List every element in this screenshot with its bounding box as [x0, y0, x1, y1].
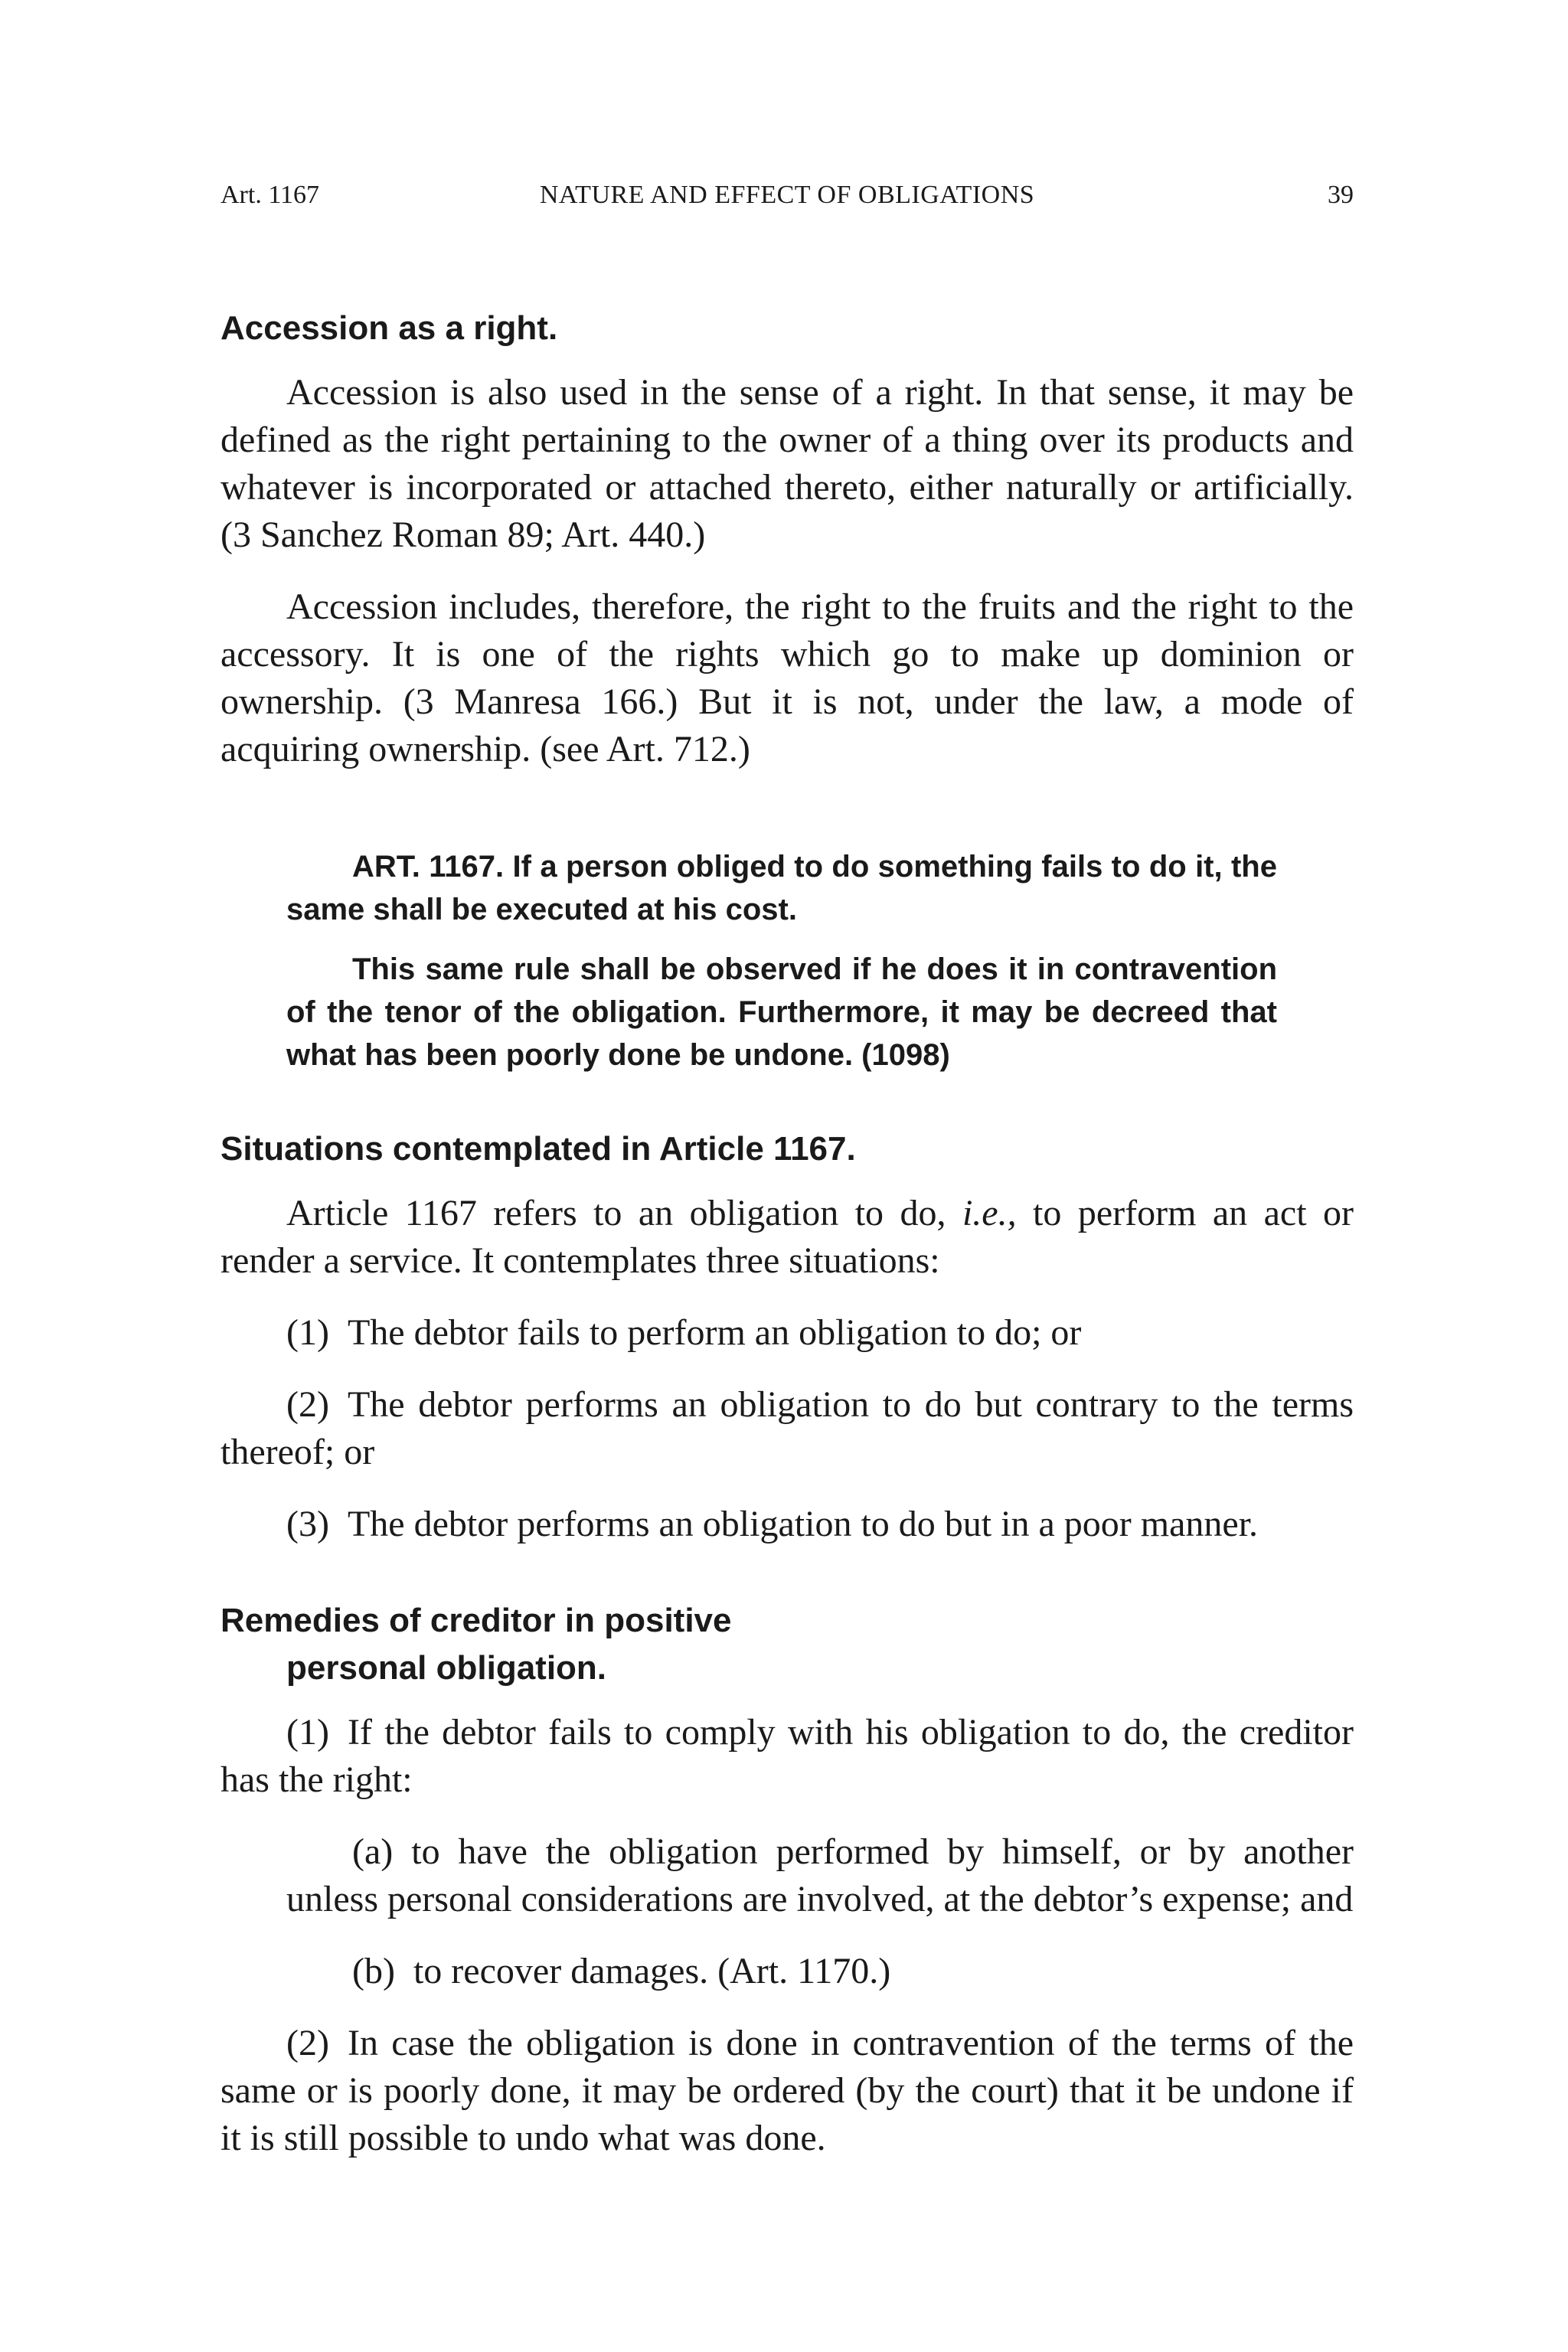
heading-remedies-line2: personal obligation.: [286, 1649, 607, 1687]
heading-remedies: [220, 1597, 1354, 1692]
list-item: (2) In case the obligation is done in contravention of the terms of the same or is poorly done, it may be ordered (by the court) that it be undone if it is still possible to undo what was done.: [220, 2023, 1354, 2158]
paragraph: Accession is also used in the sense of a right. In that sense, it may be defined as the right pertaining to the owner of a thing over its products and whatever is incorporated or attached thereto, either naturally or artificially. (3 Sanchez Roman 89; Art. 440.): [220, 372, 1354, 555]
list-item: (2) The debtor performs an obligation to do but contrary to the terms thereof; or: [220, 1384, 1354, 1472]
running-head: [220, 181, 1354, 219]
heading-accession: Accession as a right.: [220, 309, 558, 347]
page-number: 39: [1328, 181, 1354, 209]
sub-item: (a) to have the obligation performed by himself, or by another unless personal considerations are involved, at the debtor’s expense; and: [286, 1831, 1354, 1919]
article-provision: ART. 1167. If a person obliged to do something fails to do it, the same shall be executed at his cost.: [286, 850, 1277, 926]
chapter-title: NATURE AND EFFECT OF OBLIGATIONS: [539, 181, 1035, 209]
paragraph: Article 1167 refers to an obligation to do, i.e., to perform an act or render a service. It contemplates three situations:: [220, 1193, 1354, 1281]
paragraph: Accession includes, therefore, the right to the fruits and the right to the accessory. It is one of the rights which go to make up dominion or ownership. (3 Manresa 166.) But it is not, under the law, a mode of acquiring ownership. (see Art. 712.): [220, 586, 1354, 769]
list-item: (1) If the debtor fails to comply with his obligation to do, the creditor has the right:: [220, 1712, 1354, 1800]
article-reference: Art. 1167: [220, 181, 320, 209]
heading-situations: Situations contemplated in Article 1167.: [220, 1130, 856, 1168]
list-item: (3) The debtor performs an obligation to do but in a poor manner.: [286, 1504, 1259, 1544]
article-provision: This same rule shall be observed if he does it in contravention of the tenor of the obligation. Furthermore, it may be decreed that what has been poorly done be undone. (1098): [286, 952, 1277, 1072]
page-content: [220, 305, 1354, 2162]
list-item: (1) The debtor fails to perform an obligation to do; or: [286, 1312, 1082, 1353]
heading-remedies-line1: Remedies of creditor in positive: [220, 1602, 732, 1639]
book-page: [220, 0, 1354, 2352]
sub-item: (b) to recover damages. (Art. 1170.): [352, 1951, 891, 1991]
